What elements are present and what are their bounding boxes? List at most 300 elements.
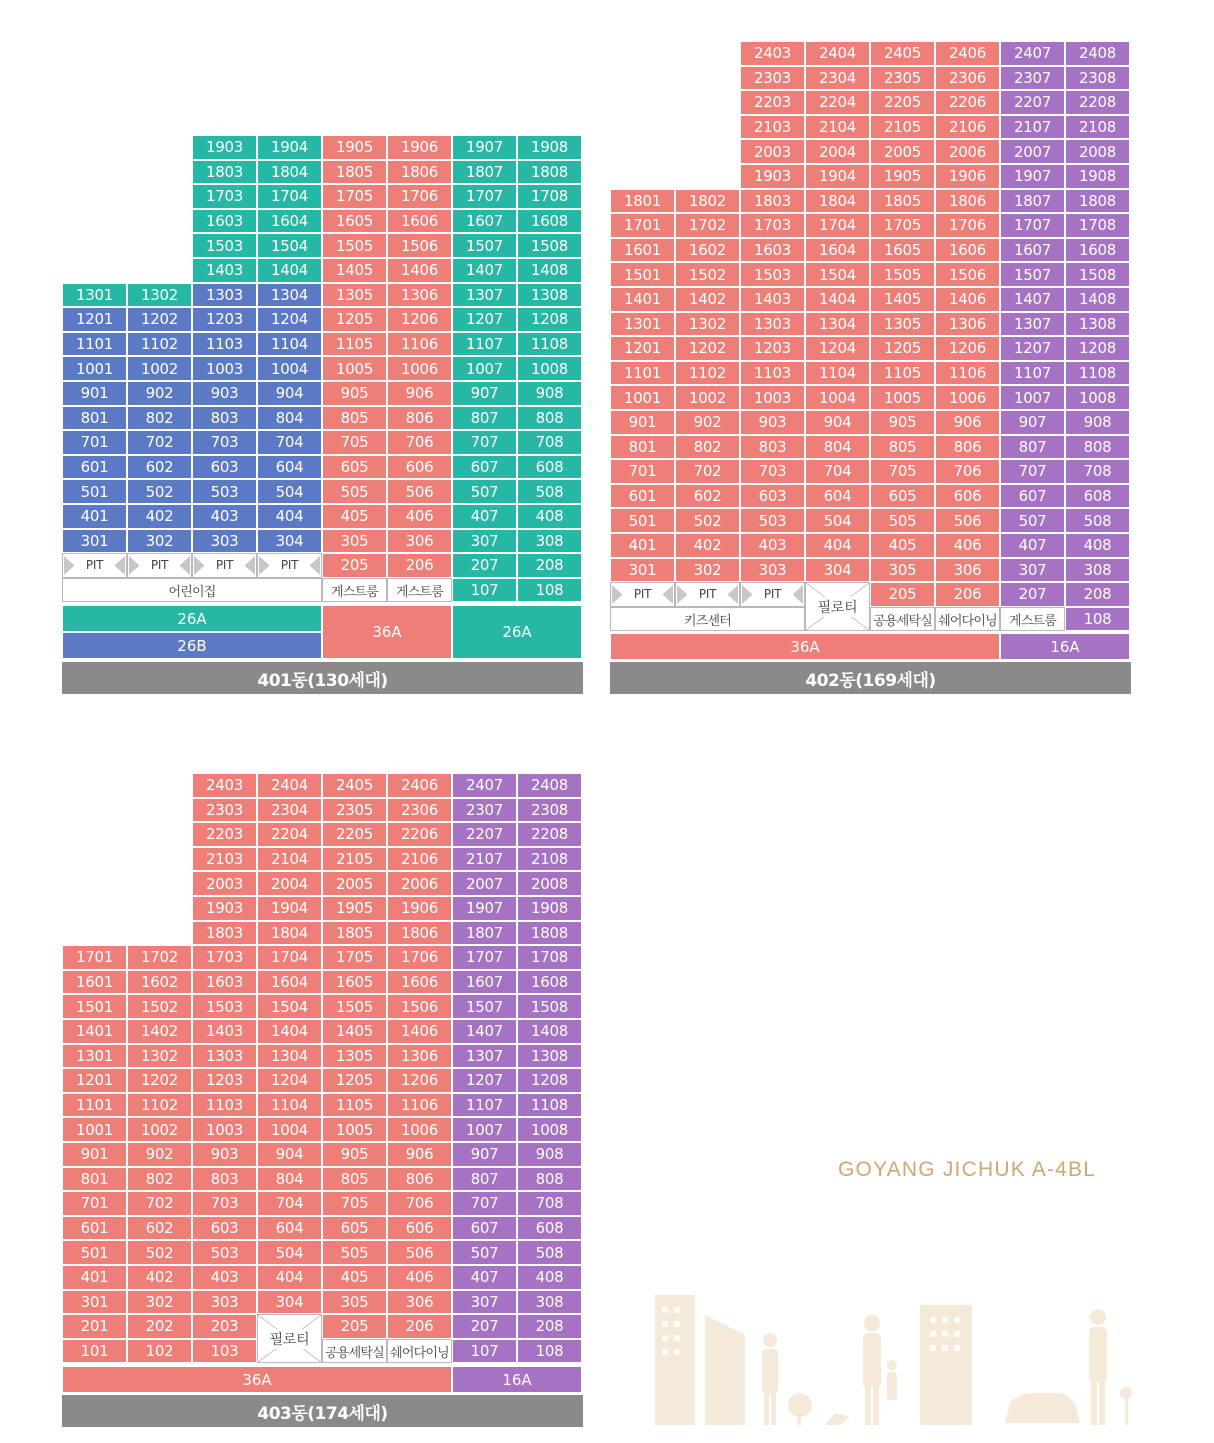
unit-cell: 405 (322, 1265, 387, 1290)
unit-cell: 1104 (805, 361, 870, 386)
unit-cell: 2008 (1065, 139, 1130, 164)
unit-cell: 1605 (322, 970, 387, 995)
unit-cell: 1804 (805, 189, 870, 214)
laundry-label: 공용세탁실 (322, 1339, 387, 1364)
unit-cell: 107 (452, 578, 517, 603)
unit-cell: 2303 (740, 66, 805, 91)
unit-cell: 1903 (740, 164, 805, 189)
unit-cell: 2003 (192, 871, 257, 896)
unit-cell: 2104 (805, 115, 870, 140)
unit-cell: 304 (257, 529, 322, 554)
unit-cell: 1006 (935, 385, 1000, 410)
unit-cell: 403 (192, 1265, 257, 1290)
unit-cell: 1308 (517, 283, 582, 308)
unit-cell: 1803 (192, 160, 257, 185)
unit-cell: 1601 (610, 238, 675, 263)
unit-cell: 1603 (192, 970, 257, 995)
unit-cell: 1408 (1065, 287, 1130, 312)
unit-cell: 1306 (387, 283, 452, 308)
unit-cell: 307 (452, 529, 517, 554)
unit-cell: 1008 (517, 356, 582, 381)
unit-cell: 1202 (127, 1068, 192, 1093)
unit-cell: 406 (935, 533, 1000, 558)
unit-cell: 206 (387, 1314, 452, 1339)
unit-cell: 2204 (257, 822, 322, 847)
unit-cell: 1102 (675, 361, 740, 386)
unit-cell: 1703 (192, 184, 257, 209)
unit-cell: 801 (610, 435, 675, 460)
unit-cell: 1108 (517, 332, 582, 357)
unit-cell: 602 (127, 455, 192, 480)
unit-cell: 306 (935, 558, 1000, 583)
unit-cell: 1506 (387, 994, 452, 1019)
unit-cell: 2006 (387, 871, 452, 896)
unit-cell: 608 (517, 1216, 582, 1241)
building-title: 401동(130세대) (62, 662, 583, 694)
pilotis-cell (257, 1314, 322, 1363)
unit-cell: 1008 (1065, 385, 1130, 410)
unit-cell: 508 (1065, 508, 1130, 533)
unit-cell: 602 (127, 1216, 192, 1241)
unit-cell: 802 (127, 1167, 192, 1192)
unit-cell: 1507 (452, 233, 517, 258)
unit-cell: 1808 (1065, 189, 1130, 214)
unit-cell: 1104 (257, 332, 322, 357)
unit-cell: 901 (62, 1142, 127, 1167)
unit-cell: 505 (322, 1240, 387, 1265)
unit-cell: 1706 (387, 945, 452, 970)
unit-cell: 704 (257, 430, 322, 455)
unit-cell: 1104 (257, 1093, 322, 1118)
unit-cell: 1306 (387, 1044, 452, 1069)
unit-cell: 2005 (322, 871, 387, 896)
unit-cell: 1407 (452, 1019, 517, 1044)
unit-cell: 1301 (62, 1044, 127, 1069)
unit-cell: 1907 (452, 135, 517, 160)
unit-cell: 1101 (62, 1093, 127, 1118)
unit-cell: 1606 (935, 238, 1000, 263)
unit-cell: 401 (62, 504, 127, 529)
unit-cell: 708 (517, 1191, 582, 1216)
unit-cell: 705 (322, 430, 387, 455)
unit-cell: 1707 (1000, 213, 1065, 238)
unit-cell: 1001 (610, 385, 675, 410)
unit-cell: 1903 (192, 135, 257, 160)
unit-cell: 2305 (870, 66, 935, 91)
unit-cell: 706 (387, 430, 452, 455)
unit-cell: 1001 (62, 356, 127, 381)
unit-cell: 1607 (452, 970, 517, 995)
unit-cell: 1108 (517, 1093, 582, 1118)
unit-cell: 1103 (192, 332, 257, 357)
unit-cell: 901 (62, 381, 127, 406)
unit-cell: 1408 (517, 1019, 582, 1044)
unit-cell: 403 (192, 504, 257, 529)
unit-cell: 203 (192, 1314, 257, 1339)
unit-cell: 1604 (805, 238, 870, 263)
unit-cell: 403 (740, 533, 805, 558)
unit-cell: 1605 (322, 209, 387, 234)
unit-cell: 1003 (192, 356, 257, 381)
unit-cell: 1405 (870, 287, 935, 312)
unit-cell: 1106 (387, 332, 452, 357)
pit-cell: PIT (675, 582, 740, 607)
unit-cell: 1201 (610, 336, 675, 361)
unit-cell: 504 (257, 479, 322, 504)
unit-cell: 1202 (675, 336, 740, 361)
unit-cell: 907 (452, 1142, 517, 1167)
unit-cell: 1807 (452, 921, 517, 946)
unit-cell: 1305 (870, 312, 935, 337)
unit-cell: 702 (127, 1191, 192, 1216)
unit-cell: 703 (740, 459, 805, 484)
unit-cell: 1204 (257, 1068, 322, 1093)
unit-cell: 2207 (452, 822, 517, 847)
unit-cell: 1105 (322, 1093, 387, 1118)
unit-cell: 303 (192, 529, 257, 554)
unit-cell: 1608 (517, 970, 582, 995)
unit-cell: 1806 (935, 189, 1000, 214)
unit-cell: 1703 (740, 213, 805, 238)
unit-cell: 1304 (805, 312, 870, 337)
unit-cell: 1006 (387, 1117, 452, 1142)
unit-cell: 1404 (257, 1019, 322, 1044)
unit-cell: 207 (1000, 582, 1065, 607)
unit-cell: 805 (322, 406, 387, 431)
unit-cell: 604 (805, 484, 870, 509)
unit-cell: 603 (740, 484, 805, 509)
unit-cell: 803 (740, 435, 805, 460)
unit-cell: 2208 (1065, 90, 1130, 115)
unit-cell: 807 (452, 406, 517, 431)
unit-cell: 907 (1000, 410, 1065, 435)
unit-cell: 1606 (387, 970, 452, 995)
unit-cell: 1705 (322, 945, 387, 970)
unit-cell: 708 (1065, 459, 1130, 484)
unit-cell: 808 (517, 1167, 582, 1192)
unit-cell: 1208 (517, 307, 582, 332)
unit-cell: 1303 (192, 283, 257, 308)
unit-cell: 508 (517, 479, 582, 504)
unit-cell: 1107 (452, 332, 517, 357)
unit-cell: 2308 (517, 798, 582, 823)
unit-cell: 302 (127, 1290, 192, 1315)
unit-cell: 702 (127, 430, 192, 455)
unit-cell: 505 (322, 479, 387, 504)
unit-cell: 2304 (257, 798, 322, 823)
unit-cell: 605 (322, 455, 387, 480)
unit-cell: 1904 (257, 135, 322, 160)
unit-cell: 1704 (257, 184, 322, 209)
unit-cell: 1308 (1065, 312, 1130, 337)
unit-cell: 506 (387, 479, 452, 504)
unit-cell: 308 (517, 529, 582, 554)
unit-cell: 1803 (740, 189, 805, 214)
unit-cell: 2405 (870, 41, 935, 66)
unit-cell: 404 (257, 1265, 322, 1290)
unit-cell: 507 (452, 1240, 517, 1265)
unit-cell: 903 (740, 410, 805, 435)
unit-cell: 1304 (257, 1044, 322, 1069)
unit-cell: 602 (675, 484, 740, 509)
unit-cell: 1006 (387, 356, 452, 381)
unit-cell: 1101 (62, 332, 127, 357)
unit-cell: 1602 (675, 238, 740, 263)
unit-cell: 401 (610, 533, 675, 558)
unit-cell: 2408 (517, 773, 582, 798)
unit-cell: 401 (62, 1265, 127, 1290)
unit-cell: 408 (517, 504, 582, 529)
unit-cell: 2104 (257, 847, 322, 872)
brand-title: GOYANG JICHUK A-4BL (838, 1158, 1097, 1181)
unit-cell: 507 (1000, 508, 1065, 533)
unit-cell: 1007 (452, 1117, 517, 1142)
unit-cell: 2307 (1000, 66, 1065, 91)
unit-cell: 1404 (257, 258, 322, 283)
unit-cell: 301 (62, 1290, 127, 1315)
unit-cell: 1005 (322, 356, 387, 381)
share-dining-label: 쉐어다이닝 (935, 607, 1000, 632)
pit-cell: PIT (257, 553, 322, 578)
type-band-16a: 16A (452, 1366, 582, 1393)
unit-cell: 1401 (62, 1019, 127, 1044)
unit-cell: 2003 (740, 139, 805, 164)
unit-cell: 902 (675, 410, 740, 435)
unit-cell: 1906 (387, 896, 452, 921)
unit-cell: 1403 (192, 258, 257, 283)
unit-cell: 801 (62, 406, 127, 431)
unit-cell: 1103 (740, 361, 805, 386)
unit-cell: 1206 (935, 336, 1000, 361)
unit-cell: 1907 (1000, 164, 1065, 189)
unit-cell: 405 (322, 504, 387, 529)
unit-cell: 304 (805, 558, 870, 583)
unit-cell: 1502 (127, 994, 192, 1019)
unit-cell: 2207 (1000, 90, 1065, 115)
unit-cell: 1205 (870, 336, 935, 361)
unit-cell: 1802 (675, 189, 740, 214)
unit-cell: 1207 (1000, 336, 1065, 361)
unit-cell: 2406 (387, 773, 452, 798)
unit-cell: 1502 (675, 262, 740, 287)
unit-cell: 2103 (192, 847, 257, 872)
unit-cell: 1601 (62, 970, 127, 995)
unit-cell: 1307 (1000, 312, 1065, 337)
unit-cell: 604 (257, 455, 322, 480)
unit-cell: 501 (62, 1240, 127, 1265)
unit-cell: 506 (935, 508, 1000, 533)
unit-cell: 2403 (192, 773, 257, 798)
unit-cell: 706 (387, 1191, 452, 1216)
unit-cell: 107 (452, 1339, 517, 1364)
unit-cell: 408 (517, 1265, 582, 1290)
unit-cell: 1402 (127, 1019, 192, 1044)
unit-cell: 1702 (127, 945, 192, 970)
unit-cell: 2007 (1000, 139, 1065, 164)
unit-cell: 903 (192, 381, 257, 406)
unit-cell: 1201 (62, 1068, 127, 1093)
unit-cell: 2206 (387, 822, 452, 847)
unit-cell: 408 (1065, 533, 1130, 558)
unit-cell: 1002 (127, 356, 192, 381)
unit-cell: 2203 (192, 822, 257, 847)
unit-cell: 905 (322, 381, 387, 406)
daycare-label: 어린이집 (62, 578, 322, 603)
unit-cell: 606 (935, 484, 1000, 509)
type-band-26b: 26B (62, 632, 322, 659)
pit-cell: PIT (740, 582, 805, 607)
unit-cell: 1708 (517, 945, 582, 970)
unit-cell: 1302 (127, 283, 192, 308)
unit-cell: 1604 (257, 209, 322, 234)
unit-cell: 2308 (1065, 66, 1130, 91)
unit-cell: 302 (675, 558, 740, 583)
unit-cell: 1904 (805, 164, 870, 189)
unit-cell: 307 (1000, 558, 1065, 583)
unit-cell: 604 (257, 1216, 322, 1241)
unit-cell: 1707 (452, 945, 517, 970)
unit-cell: 1801 (610, 189, 675, 214)
unit-cell: 1405 (322, 258, 387, 283)
unit-cell: 802 (127, 406, 192, 431)
unit-cell: 1603 (192, 209, 257, 234)
unit-cell: 305 (322, 529, 387, 554)
unit-cell: 2208 (517, 822, 582, 847)
unit-cell: 904 (257, 1142, 322, 1167)
unit-cell: 605 (870, 484, 935, 509)
unit-cell: 1407 (1000, 287, 1065, 312)
unit-cell: 307 (452, 1290, 517, 1315)
unit-cell: 2108 (517, 847, 582, 872)
unit-cell: 707 (452, 430, 517, 455)
unit-cell: 1201 (62, 307, 127, 332)
unit-cell: 406 (387, 1265, 452, 1290)
unit-cell: 504 (805, 508, 870, 533)
unit-cell: 207 (452, 553, 517, 578)
unit-cell: 103 (192, 1339, 257, 1364)
unit-cell: 906 (935, 410, 1000, 435)
unit-cell: 1002 (127, 1117, 192, 1142)
unit-cell: 2403 (740, 41, 805, 66)
unit-cell: 1503 (192, 233, 257, 258)
unit-cell: 904 (805, 410, 870, 435)
unit-cell: 108 (517, 578, 582, 603)
unit-cell: 301 (62, 529, 127, 554)
pit-cell: PIT (610, 582, 675, 607)
unit-cell: 1406 (387, 258, 452, 283)
unit-cell: 1503 (192, 994, 257, 1019)
unit-cell: 406 (387, 504, 452, 529)
unit-cell: 1007 (452, 356, 517, 381)
unit-cell: 1002 (675, 385, 740, 410)
unit-cell: 1707 (452, 184, 517, 209)
guestroom-label: 게스트룸 (1000, 607, 1065, 632)
unit-cell: 504 (257, 1240, 322, 1265)
unit-cell: 305 (322, 1290, 387, 1315)
unit-cell: 2205 (870, 90, 935, 115)
unit-cell: 1401 (610, 287, 675, 312)
unit-cell: 1307 (452, 283, 517, 308)
unit-cell: 904 (257, 381, 322, 406)
unit-cell: 1908 (517, 135, 582, 160)
unit-cell: 705 (870, 459, 935, 484)
unit-cell: 503 (740, 508, 805, 533)
unit-cell: 1403 (740, 287, 805, 312)
unit-cell: 306 (387, 1290, 452, 1315)
unit-cell: 1608 (517, 209, 582, 234)
unit-cell: 206 (387, 553, 452, 578)
unit-cell: 1406 (387, 1019, 452, 1044)
unit-cell: 902 (127, 381, 192, 406)
unit-cell: 1302 (675, 312, 740, 337)
unit-cell: 1507 (1000, 262, 1065, 287)
unit-cell: 706 (935, 459, 1000, 484)
unit-cell: 1004 (257, 1117, 322, 1142)
unit-cell: 304 (257, 1290, 322, 1315)
unit-cell: 1908 (1065, 164, 1130, 189)
unit-cell: 1001 (62, 1117, 127, 1142)
unit-cell: 1208 (1065, 336, 1130, 361)
unit-cell: 1607 (1000, 238, 1065, 263)
unit-cell: 402 (127, 504, 192, 529)
unit-cell: 703 (192, 1191, 257, 1216)
unit-cell: 806 (935, 435, 1000, 460)
pit-cell: PIT (62, 553, 127, 578)
unit-cell: 1003 (192, 1117, 257, 1142)
unit-cell: 1403 (192, 1019, 257, 1044)
unit-cell: 2107 (452, 847, 517, 872)
pit-cell: PIT (127, 553, 192, 578)
unit-cell: 806 (387, 406, 452, 431)
unit-cell: 108 (1065, 607, 1130, 632)
unit-cell: 1605 (870, 238, 935, 263)
unit-cell: 1007 (1000, 385, 1065, 410)
pilotis-cell (805, 582, 870, 631)
unit-cell: 2008 (517, 871, 582, 896)
unit-cell: 1205 (322, 307, 387, 332)
unit-cell: 2306 (935, 66, 1000, 91)
unit-cell: 205 (322, 553, 387, 578)
unit-cell: 902 (127, 1142, 192, 1167)
unit-cell: 1501 (610, 262, 675, 287)
unit-cell: 2105 (870, 115, 935, 140)
unit-cell: 1305 (322, 1044, 387, 1069)
pit-cell: PIT (192, 553, 257, 578)
laundry-label: 공용세탁실 (870, 607, 935, 632)
unit-cell: 1204 (805, 336, 870, 361)
unit-cell: 805 (322, 1167, 387, 1192)
unit-cell: 1206 (387, 1068, 452, 1093)
unit-cell: 608 (517, 455, 582, 480)
unit-cell: 1303 (192, 1044, 257, 1069)
unit-cell: 1505 (322, 994, 387, 1019)
unit-cell: 2404 (257, 773, 322, 798)
type-band-36a: 36A (62, 1366, 452, 1393)
unit-cell: 2004 (257, 871, 322, 896)
unit-cell: 1804 (257, 160, 322, 185)
unit-cell: 1704 (805, 213, 870, 238)
unit-cell: 804 (257, 406, 322, 431)
unit-cell: 704 (257, 1191, 322, 1216)
unit-cell: 1103 (192, 1093, 257, 1118)
unit-cell: 1505 (322, 233, 387, 258)
unit-cell: 1203 (740, 336, 805, 361)
unit-cell: 2306 (387, 798, 452, 823)
unit-cell: 2203 (740, 90, 805, 115)
unit-cell: 1808 (517, 921, 582, 946)
unit-cell: 1501 (62, 994, 127, 1019)
unit-cell: 1706 (387, 184, 452, 209)
